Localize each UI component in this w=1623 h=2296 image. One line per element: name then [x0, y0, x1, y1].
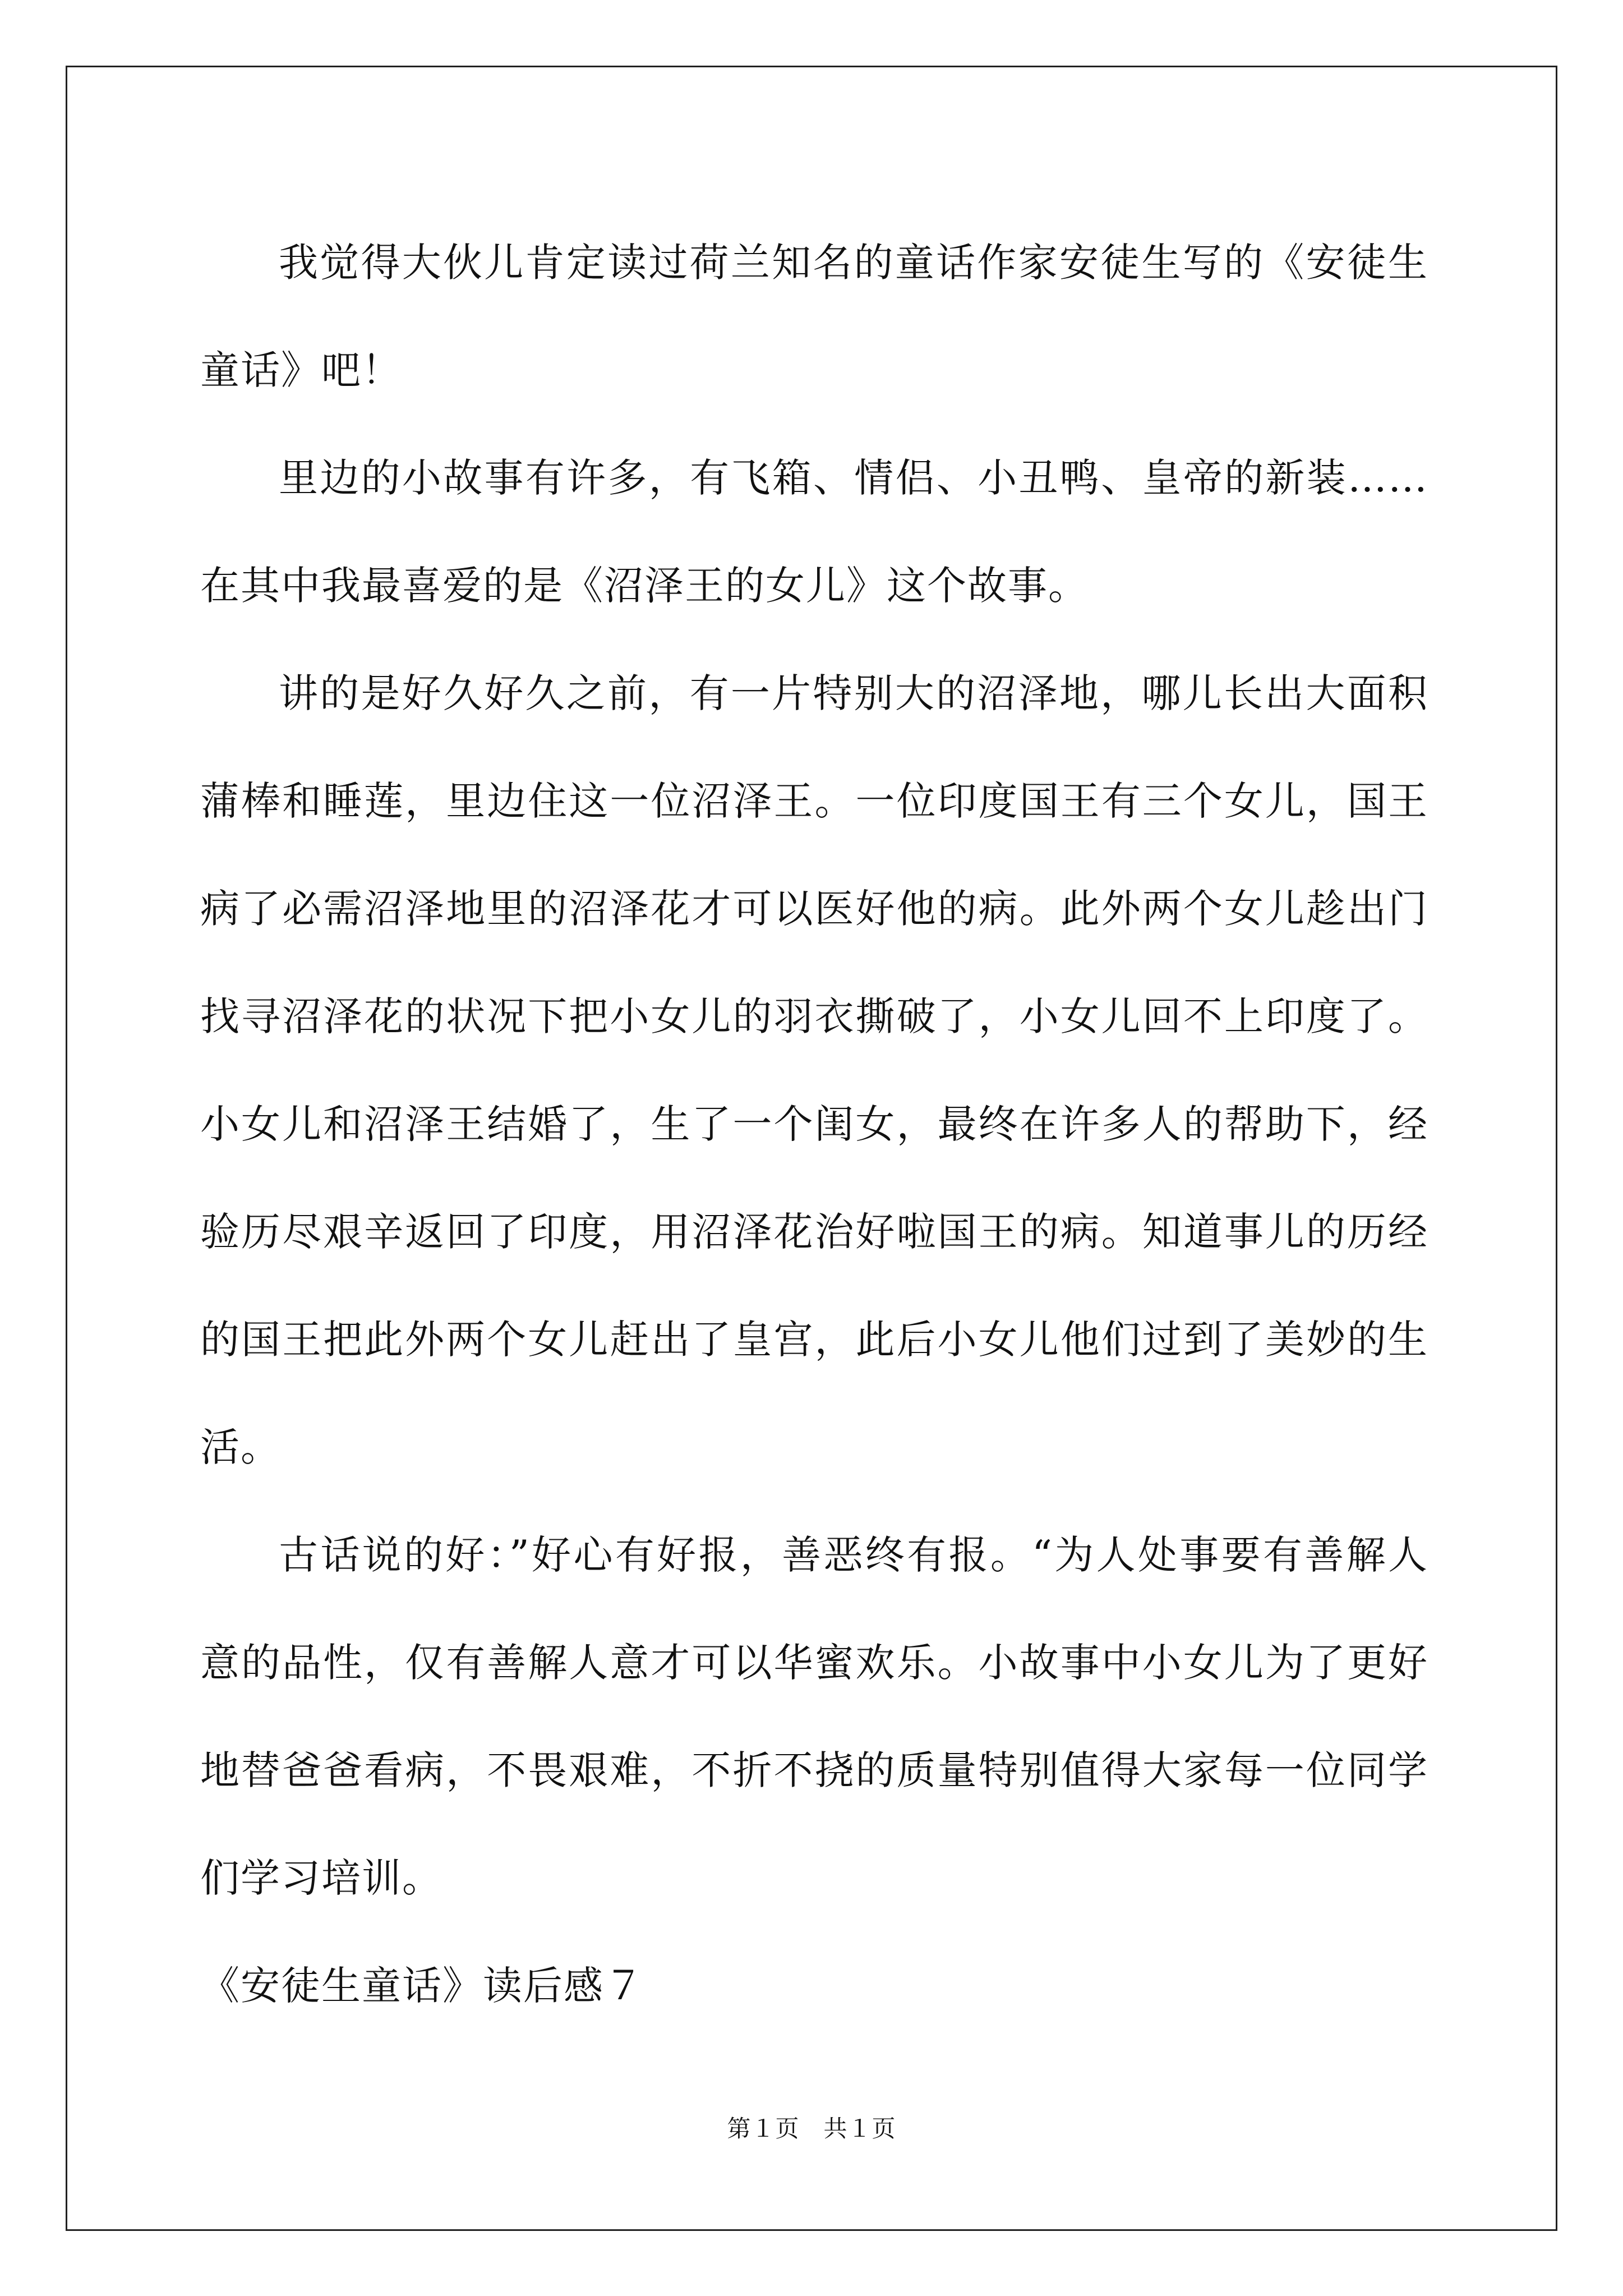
paragraph-2: 里边的小故事有许多，有飞箱、情侣、小丑鸭、皇帝的新装……在其中我最喜爱的是《沼泽王的女儿》这个故事。: [200, 455, 1428, 609]
paragraph-1: 我觉得大伙儿肯定读过荷兰知名的童话作家安徒生写的《安徒生童话》吧！: [200, 240, 1428, 393]
section-heading: 《安徒生童话》读后感７: [200, 1963, 644, 2009]
document-body: [200, 209, 1428, 2040]
paragraph-4: 古话说的好：”好心有好报，善恶终有报。“为人处事要有善解人意的品性，仅有善解人意才可以华蜜欢乐。小故事中小女儿为了更好地替爸爸看病，不畏艰难，不折不挠的质量特别值得大家每一位同学们学习培训。: [200, 1532, 1428, 1901]
paragraph-3: 讲的是好久好久之前，有一片特别大的沼泽地，哪儿长出大面积蒲棒和睡莲，里边住这一位沼泽王。一位印度国王有三个女儿，国王病了必需沼泽地里的沼泽花才可以医好他的病。此外两个女儿趁出门找寻沼泽花的状况下把小女儿的羽衣撕破了，小女儿回不上印度了。小女儿和沼泽王结婚了，生了一个闺女，最终在许多人的帮助下，经验历尽艰辛返回了印度，用沼泽花治好啦国王的病。知道事儿的历经的国王把此外两个女儿赶出了皇宫，此后小女儿他们过到了美妙的生活。: [200, 670, 1428, 1470]
page-footer: [0, 2110, 1623, 2144]
page-number-label: 第１页 共１页: [727, 2115, 896, 2142]
